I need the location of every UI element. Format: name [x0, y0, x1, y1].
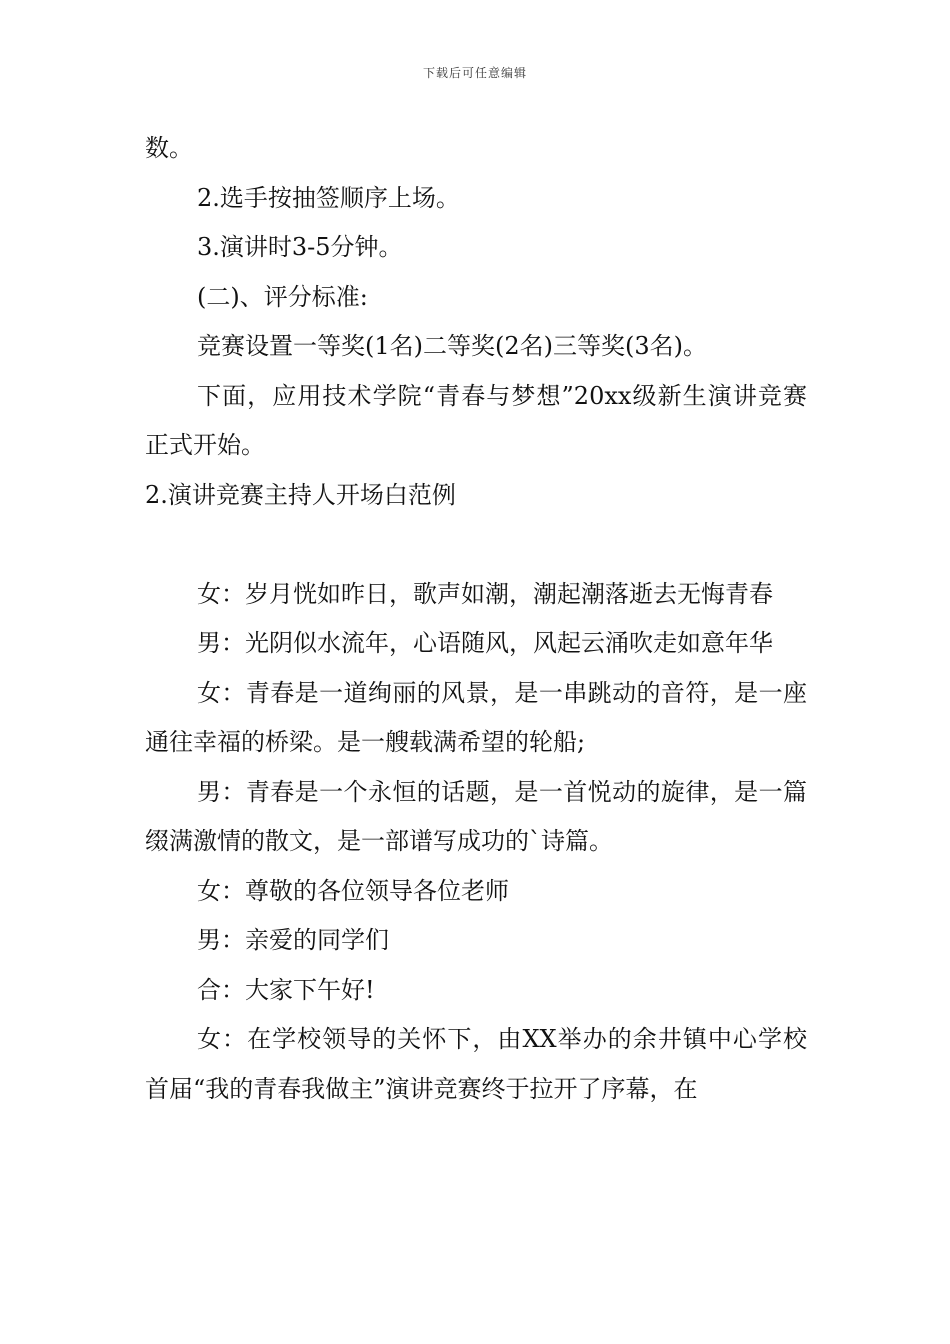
blank-line	[145, 520, 807, 570]
dialogue-line: 女：尊敬的各位领导各位老师	[197, 876, 509, 905]
paragraph-scoring-heading: (二)、评分标准:	[197, 282, 368, 311]
section-heading: 2.演讲竞赛主持人开场白范例	[145, 480, 456, 509]
dialogue-line: 合：大家下午好!	[197, 975, 375, 1004]
dialogue-line: 女：青春是一道绚丽的风景，是一串跳动的音符，是一座通往幸福的桥梁。是一艘载满希望的轮船;	[145, 678, 807, 756]
paragraph-rule-2: 2.选手按抽签顺序上场。	[197, 183, 460, 212]
dialogue-line: 男：亲爱的同学们	[197, 926, 389, 954]
document-body	[145, 124, 807, 1114]
paragraph-continuation: 数。	[145, 134, 193, 162]
paragraph-awards: 竞赛设置一等奖(1名)二等奖(2名)三等奖(3名)。	[197, 332, 707, 360]
dialogue-line: 女：岁月恍如昨日，歌声如潮，潮起潮落逝去无悔青春	[197, 579, 773, 608]
dialogue-line: 女：在学校领导的关怀下，由XX举办的余井镇中心学校首届“我的青春我做主”演讲竞赛终于拉开了序幕，在	[145, 1025, 807, 1103]
dialogue-line: 男：青春是一个永恒的话题，是一首悦动的旋律，是一篇缀满激情的散文，是一部谱写成功的`诗篇。	[145, 777, 807, 855]
paragraph-opening: 下面，应用技术学院“青春与梦想”20xx级新生演讲竞赛正式开始。	[145, 381, 807, 459]
page-header: 下载后可任意编辑	[422, 66, 527, 80]
dialogue-line: 男：光阴似水流年，心语随风，风起云涌吹走如意年华	[197, 629, 773, 657]
paragraph-rule-3: 3.演讲时3-5分钟。	[197, 233, 403, 261]
